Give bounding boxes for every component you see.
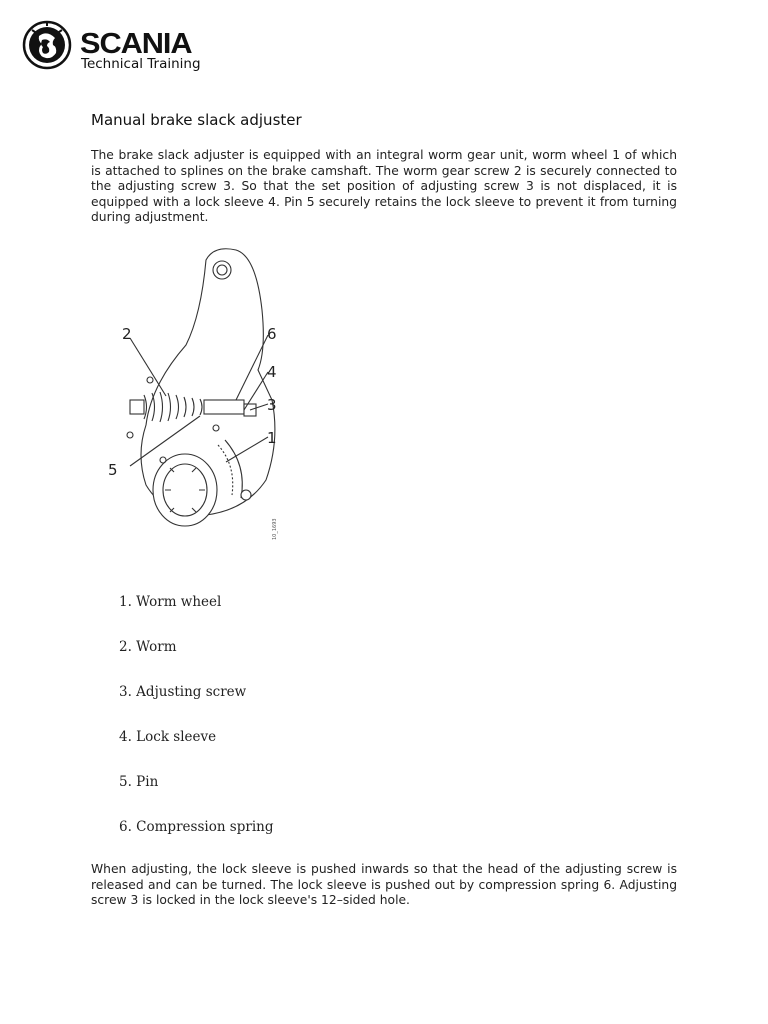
list-item: 2. Worm bbox=[119, 639, 177, 655]
slack-adjuster-figure bbox=[100, 240, 290, 550]
page-title: Manual brake slack adjuster bbox=[91, 111, 302, 129]
list-item: 4. Lock sleeve bbox=[119, 729, 217, 745]
svg-text:2: 2 bbox=[122, 325, 132, 343]
svg-text:5: 5 bbox=[108, 461, 118, 479]
list-item: 6. Compression spring bbox=[119, 819, 274, 835]
svg-text:4: 4 bbox=[267, 363, 277, 381]
svg-text:6: 6 bbox=[267, 325, 277, 343]
svg-text:10_1693: 10_1693 bbox=[272, 518, 278, 540]
list-item: 3. Adjusting screw bbox=[119, 684, 247, 700]
brand-name: SCANIA bbox=[80, 28, 192, 60]
intro-paragraph: The brake slack adjuster is equipped with an integral worm gear unit, worm wheel 1 of which is attached to splines on the brake camshaft. The worm gear screw 2 is securely connected to the adjusting screw 3. So that the set position of adjusting screw 3 is not displaced, it is equipped with a lock sleeve 4. Pin 5 securely retains the lock sleeve to prevent it from turning during adjustment. bbox=[91, 148, 677, 225]
scania-logo-icon bbox=[22, 18, 72, 72]
list-item: 1. Worm wheel bbox=[119, 594, 222, 610]
svg-text:1: 1 bbox=[267, 429, 277, 447]
brand-subtitle: Technical Training bbox=[81, 56, 201, 72]
parts-list bbox=[119, 594, 273, 864]
svg-text:3: 3 bbox=[267, 396, 277, 414]
adjusting-paragraph: When adjusting, the lock sleeve is pushed inwards so that the head of the adjusting screw is released and can be turned. The lock sleeve is pushed out by compression spring 6. Adjusting screw 3 is locked in the lock sleeve's 12–sided hole. bbox=[91, 862, 677, 908]
list-item: 5. Pin bbox=[119, 774, 159, 790]
